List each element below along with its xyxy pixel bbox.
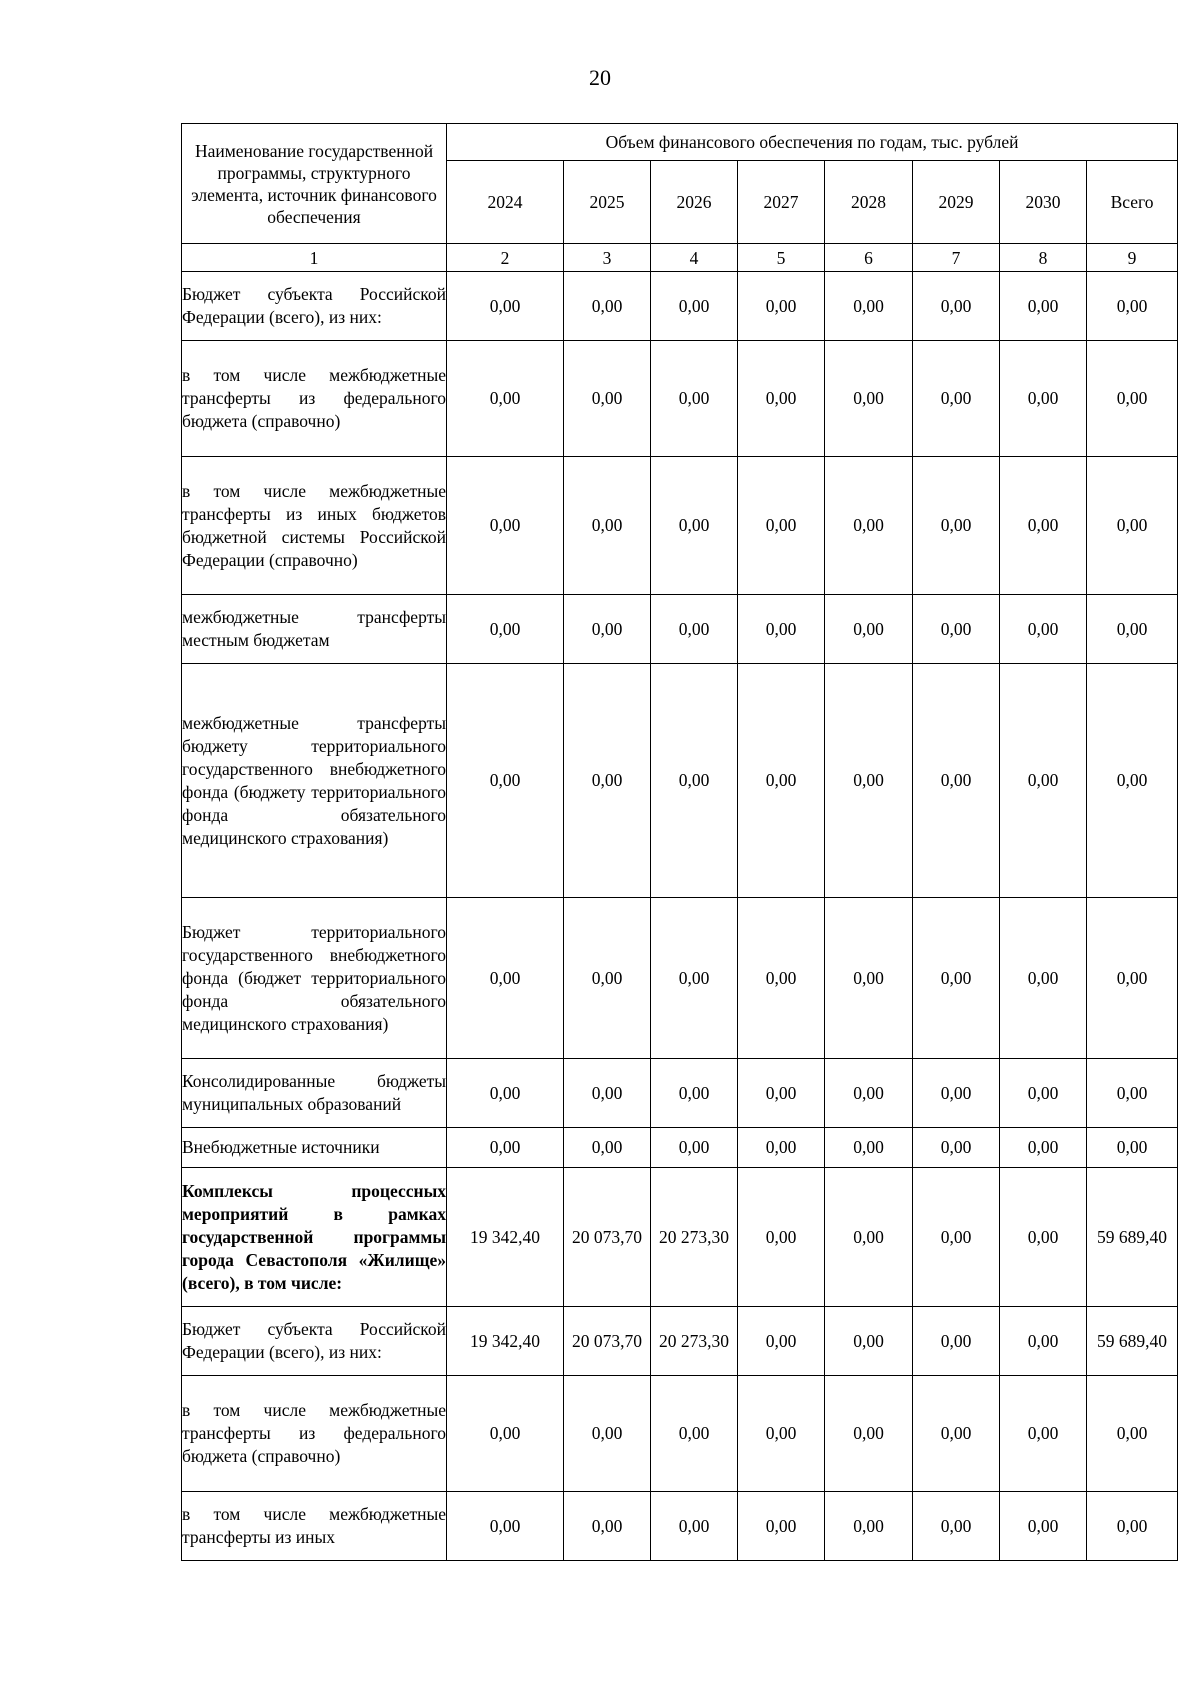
- value-cell: 0,00: [651, 341, 738, 457]
- header-group-cell: Объем финансового обеспечения по годам, тыс. рублей: [447, 124, 1178, 161]
- value-cell: 0,00: [651, 664, 738, 898]
- row-label-cell: в том числе межбюджетные трансферты из федерального бюджета (справочно): [182, 1376, 447, 1492]
- value-cell: 0,00: [564, 272, 651, 341]
- value-cell: 0,00: [447, 1059, 564, 1128]
- value-cell: 0,00: [913, 457, 1000, 595]
- table-row: [182, 1307, 1178, 1376]
- value-cell: 0,00: [1087, 272, 1178, 341]
- value-cell: 59 689,40: [1087, 1168, 1178, 1307]
- value-cell: 0,00: [738, 898, 825, 1059]
- value-cell: 0,00: [825, 664, 913, 898]
- value-cell: 0,00: [913, 1168, 1000, 1307]
- table-row: [182, 1492, 1178, 1561]
- value-cell: 0,00: [1000, 1307, 1087, 1376]
- row-label-cell: межбюджетные трансферты местным бюджетам: [182, 595, 447, 664]
- value-cell: 0,00: [738, 341, 825, 457]
- row-label-cell: Бюджет территориального государственного внебюджетного фонда (бюджет территориального фонда обязательного медицинского страхования): [182, 898, 447, 1059]
- table-row: [182, 1376, 1178, 1492]
- value-cell: 0,00: [1087, 1376, 1178, 1492]
- value-cell: 0,00: [825, 1492, 913, 1561]
- value-cell: 0,00: [651, 1128, 738, 1168]
- value-cell: 0,00: [447, 664, 564, 898]
- value-cell: 0,00: [738, 595, 825, 664]
- value-cell: 0,00: [564, 898, 651, 1059]
- value-cell: 0,00: [738, 1492, 825, 1561]
- column-number-cell: 5: [738, 244, 825, 272]
- value-cell: 0,00: [1087, 1492, 1178, 1561]
- value-cell: 0,00: [564, 664, 651, 898]
- value-cell: 0,00: [738, 1168, 825, 1307]
- value-cell: 0,00: [1087, 664, 1178, 898]
- table-row: [182, 595, 1178, 664]
- value-cell: 0,00: [564, 595, 651, 664]
- value-cell: 0,00: [1000, 1168, 1087, 1307]
- table-row: [182, 664, 1178, 898]
- value-cell: 0,00: [738, 457, 825, 595]
- value-cell: 0,00: [651, 1059, 738, 1128]
- value-cell: 0,00: [1000, 1376, 1087, 1492]
- column-number-cell: 4: [651, 244, 738, 272]
- value-cell: 20 073,70: [564, 1307, 651, 1376]
- table-row: [182, 1128, 1178, 1168]
- value-cell: 0,00: [913, 272, 1000, 341]
- value-cell: 0,00: [825, 1307, 913, 1376]
- value-cell: 59 689,40: [1087, 1307, 1178, 1376]
- column-number-row: [182, 244, 1178, 272]
- value-cell: 0,00: [738, 1059, 825, 1128]
- value-cell: 0,00: [825, 1059, 913, 1128]
- page-number: 20: [589, 65, 611, 90]
- value-cell: 0,00: [564, 1376, 651, 1492]
- value-cell: 0,00: [1000, 272, 1087, 341]
- value-cell: 0,00: [447, 595, 564, 664]
- value-cell: 0,00: [1087, 595, 1178, 664]
- value-cell: 0,00: [447, 1492, 564, 1561]
- value-cell: 0,00: [825, 1168, 913, 1307]
- value-cell: 0,00: [913, 595, 1000, 664]
- value-cell: 0,00: [447, 272, 564, 341]
- value-cell: 0,00: [564, 1059, 651, 1128]
- value-cell: 0,00: [1000, 341, 1087, 457]
- row-label-cell: Консолидированные бюджеты муниципальных образований: [182, 1059, 447, 1128]
- value-cell: 0,00: [913, 1492, 1000, 1561]
- column-number-cell: 2: [447, 244, 564, 272]
- value-cell: 20 273,30: [651, 1168, 738, 1307]
- value-cell: 0,00: [1000, 1128, 1087, 1168]
- value-cell: 0,00: [738, 664, 825, 898]
- value-cell: 0,00: [651, 1376, 738, 1492]
- financing-table: [181, 123, 1178, 1561]
- value-cell: 0,00: [651, 595, 738, 664]
- value-cell: 0,00: [825, 898, 913, 1059]
- column-number-cell: 8: [1000, 244, 1087, 272]
- value-cell: 0,00: [825, 272, 913, 341]
- value-cell: 20 273,30: [651, 1307, 738, 1376]
- row-label-cell: Комплексы процессных мероприятий в рамках государственной программы города Севастополя «Жилище» (всего), в том числе:: [182, 1168, 447, 1307]
- header-total-cell: Всего: [1087, 161, 1178, 244]
- value-cell: 0,00: [564, 1128, 651, 1168]
- value-cell: 0,00: [1000, 898, 1087, 1059]
- value-cell: 0,00: [738, 272, 825, 341]
- value-cell: 0,00: [564, 1492, 651, 1561]
- table-body: [182, 244, 1178, 1561]
- table-row: [182, 898, 1178, 1059]
- value-cell: 0,00: [1087, 1128, 1178, 1168]
- column-number-cell: 6: [825, 244, 913, 272]
- value-cell: 0,00: [447, 898, 564, 1059]
- value-cell: 0,00: [1000, 664, 1087, 898]
- value-cell: 0,00: [564, 341, 651, 457]
- header-name-cell: Наименование государственной программы, структурного элемента, источник финансового обеспечения: [182, 124, 447, 244]
- value-cell: 19 342,40: [447, 1168, 564, 1307]
- value-cell: 0,00: [913, 1128, 1000, 1168]
- table-row: [182, 341, 1178, 457]
- header-year-cell: 2024: [447, 161, 564, 244]
- value-cell: 0,00: [913, 1307, 1000, 1376]
- value-cell: 0,00: [738, 1307, 825, 1376]
- value-cell: 0,00: [1000, 1492, 1087, 1561]
- value-cell: 0,00: [651, 1492, 738, 1561]
- value-cell: 0,00: [651, 457, 738, 595]
- column-number-cell: 7: [913, 244, 1000, 272]
- header-year-cell: 2026: [651, 161, 738, 244]
- value-cell: 0,00: [913, 1376, 1000, 1492]
- header-year-cell: 2028: [825, 161, 913, 244]
- value-cell: 0,00: [913, 898, 1000, 1059]
- value-cell: 0,00: [825, 1376, 913, 1492]
- header-year-cell: 2027: [738, 161, 825, 244]
- row-label-cell: в том числе межбюджетные трансферты из федерального бюджета (справочно): [182, 341, 447, 457]
- table-row: [182, 1059, 1178, 1128]
- row-label-cell: Внебюджетные источники: [182, 1128, 447, 1168]
- row-label-cell: межбюджетные трансферты бюджету территориального государственного внебюджетного фонда (бюджету территориального фонда обязательного медицинского страхования): [182, 664, 447, 898]
- value-cell: 0,00: [913, 664, 1000, 898]
- value-cell: 0,00: [564, 457, 651, 595]
- row-label-cell: в том числе межбюджетные трансферты из иных: [182, 1492, 447, 1561]
- column-number-cell: 1: [182, 244, 447, 272]
- value-cell: 0,00: [447, 457, 564, 595]
- column-number-cell: 9: [1087, 244, 1178, 272]
- value-cell: 0,00: [825, 595, 913, 664]
- value-cell: 0,00: [651, 898, 738, 1059]
- value-cell: 0,00: [1000, 595, 1087, 664]
- value-cell: 0,00: [447, 1376, 564, 1492]
- value-cell: 0,00: [825, 457, 913, 595]
- header-year-cell: 2030: [1000, 161, 1087, 244]
- row-label-cell: в том числе межбюджетные трансферты из иных бюджетов бюджетной системы Российской Федерации (справочно): [182, 457, 447, 595]
- value-cell: 0,00: [1000, 457, 1087, 595]
- value-cell: 19 342,40: [447, 1307, 564, 1376]
- table-row: [182, 457, 1178, 595]
- header-year-cell: 2025: [564, 161, 651, 244]
- value-cell: 0,00: [825, 1128, 913, 1168]
- value-cell: 0,00: [913, 1059, 1000, 1128]
- row-label-cell: Бюджет субъекта Российской Федерации (всего), из них:: [182, 1307, 447, 1376]
- value-cell: 0,00: [738, 1128, 825, 1168]
- value-cell: 0,00: [825, 341, 913, 457]
- value-cell: 0,00: [447, 341, 564, 457]
- value-cell: 0,00: [447, 1128, 564, 1168]
- value-cell: 0,00: [1000, 1059, 1087, 1128]
- value-cell: 0,00: [651, 272, 738, 341]
- table-row: [182, 1168, 1178, 1307]
- header-year-cell: 2029: [913, 161, 1000, 244]
- value-cell: 20 073,70: [564, 1168, 651, 1307]
- value-cell: 0,00: [913, 341, 1000, 457]
- value-cell: 0,00: [1087, 898, 1178, 1059]
- row-label-cell: Бюджет субъекта Российской Федерации (всего), из них:: [182, 272, 447, 341]
- column-number-cell: 3: [564, 244, 651, 272]
- value-cell: 0,00: [1087, 1059, 1178, 1128]
- value-cell: 0,00: [1087, 457, 1178, 595]
- value-cell: 0,00: [738, 1376, 825, 1492]
- table-row: [182, 272, 1178, 341]
- value-cell: 0,00: [1087, 341, 1178, 457]
